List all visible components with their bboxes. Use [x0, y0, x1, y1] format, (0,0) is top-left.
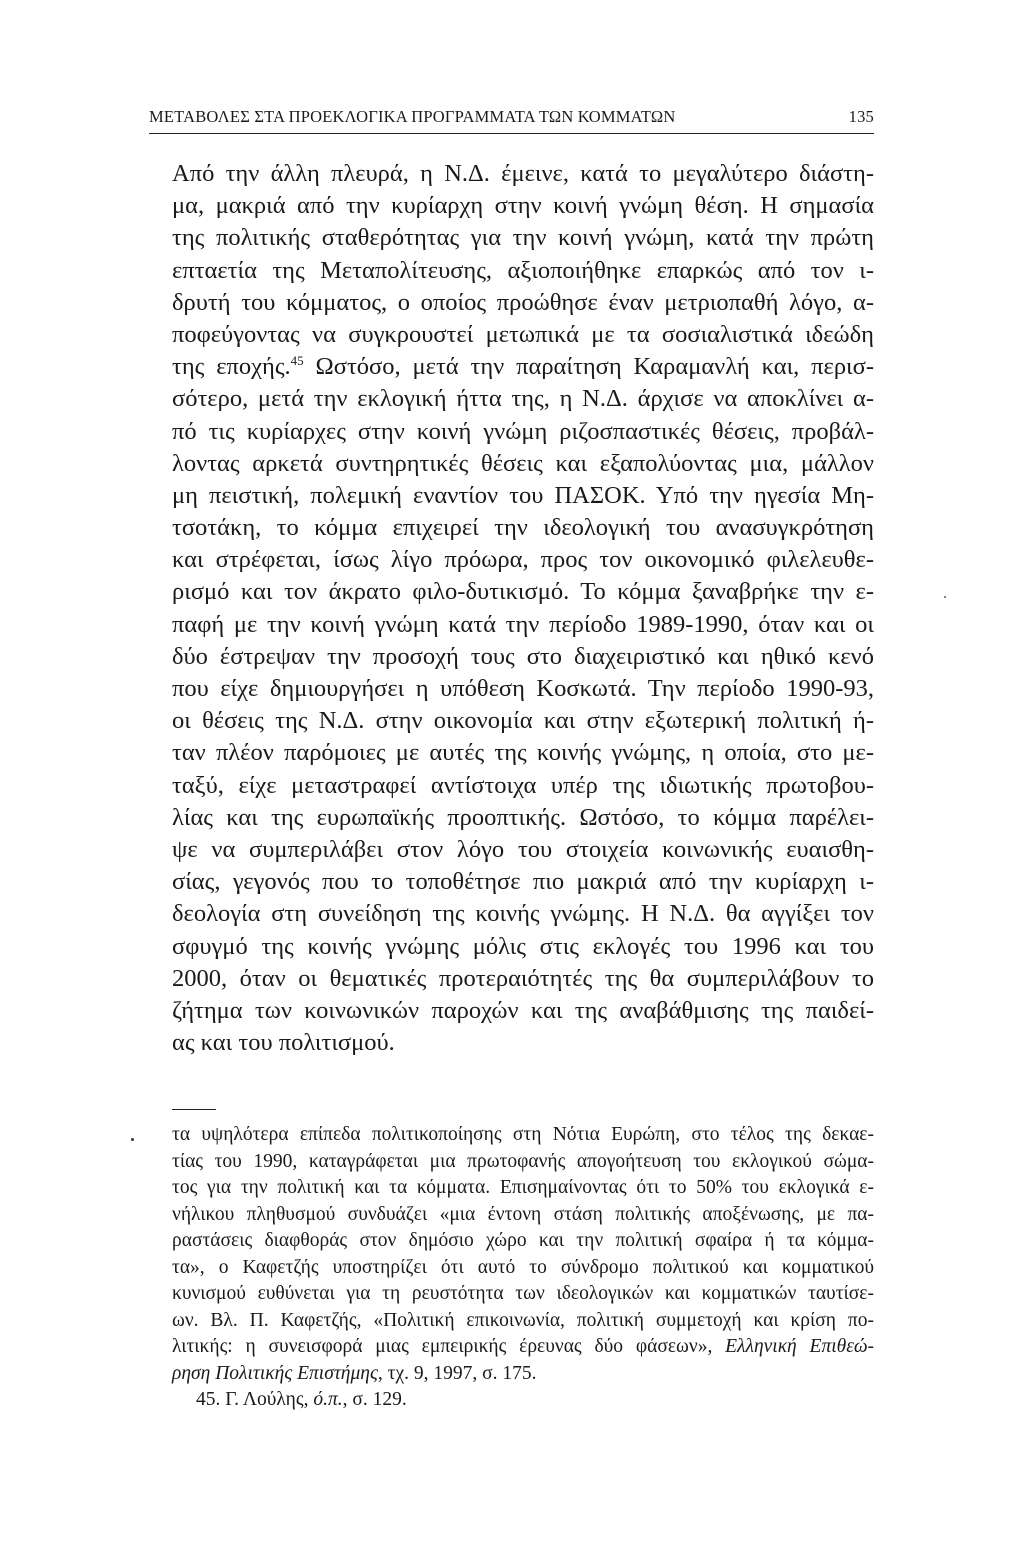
footnote-line: ραστάσεις διαφθοράς στον δημόσιο χώρο και την πολιτική σφαίρα ή τα κόμμα- — [172, 1230, 874, 1251]
body-line: λίας και της ευρωπαϊκής προοπτικής. Ωστόσο, το κόμμα παρέλει- — [172, 803, 874, 831]
footnote-separator — [172, 1109, 216, 1110]
footnote-line: κυνισμού ευθύνεται για τη ρευστότητα των ιδεολογικών και κομματικών ταυτίσε- — [172, 1283, 874, 1304]
footnote-line — [172, 1334, 874, 1361]
footnote-text: , τχ. 9, 1997, σ. 175. — [377, 1362, 537, 1384]
footnote-text: λιτικής: η συνεισφορά μιας εμπειρικής έρευνας δύο φάσεων», — [172, 1336, 726, 1357]
footnote-line: τα», ο Καφετζής υποστηρίζει ότι αυτό το σύνδρομο πολιτικού και κομματικού — [172, 1256, 874, 1278]
body-line: σίας, γεγονός που το τοποθέτησε πιο μακριά από την κυρίαρχη ι- — [172, 868, 874, 896]
body-text-segment: Ωστόσο, μετά την παραίτηση Καραμανλή και, περισ- — [303, 353, 875, 381]
body-line: ρισμό και τον άκρατο φιλο-δυτικισμό. Το κόμμα ξαναβρήκε την ε- — [172, 578, 874, 606]
page-number: 135 — [848, 107, 874, 126]
body-line: της πολιτικής σταθερότητας για την κοινή γνώμη, κατά την πρώτη — [172, 224, 874, 252]
body-line: ζήτημα των κοινωνικών παροχών και της αναβάθμισης της παιδεί- — [172, 996, 874, 1024]
body-line: σφυγμό της κοινής γνώμης μόλις στις εκλογές του 1996 και του — [172, 932, 874, 960]
running-head — [149, 103, 874, 134]
body-line: μα, μακριά από την κυρίαρχη στην κοινή γνώμη θέση. Η σημασία — [172, 192, 874, 220]
running-head-title: ΜΕΤΑΒΟΛΕΣ ΣΤΑ ΠΡΟΕΚΛΟΓΙΚΑ ΠΡΟΓΡΑΜΜΑΤΑ ΤΩΝ ΚΟΜΜΑΤΩΝ — [149, 107, 676, 126]
footnote-text: 45. Γ. Λούλης, — [196, 1389, 314, 1410]
body-line: δεολογία στη συνείδηση της κοινής γνώμης. Η Ν.Δ. θα αγγίξει τον — [172, 900, 874, 928]
body-line: ταξύ, είχε μεταστραφεί αντίστοιχα υπέρ της ιδιωτικής πρωτοβου- — [172, 771, 874, 799]
body-line: οι θέσεις της Ν.Δ. στην οικονομία και στην εξωτερική πολιτική ή- — [172, 707, 874, 735]
footnote-line: τίας του 1990, καταγράφεται μια πρωτοφανής απογοήτευση του εκλογικού σώμα- — [172, 1150, 874, 1172]
footnote-reference[interactable]: 45 — [290, 353, 304, 369]
footnote-45 — [172, 1387, 874, 1414]
footnote-abbreviation: ό.π. — [313, 1389, 343, 1410]
body-line: Από την άλλη πλευρά, η Ν.Δ. έμεινε, κατά το μεγαλύτερο διάστη- — [172, 160, 874, 187]
body-line: πό τις κυρίαρχες στην κοινή γνώμη ριζοσπαστικές θέσεις, προβάλ- — [172, 417, 874, 445]
margin-mark — [131, 1138, 134, 1141]
body-line: λοντας αρκετά συντηρητικές θέσεις και εξαπολύοντας μια, μάλλον — [172, 449, 874, 477]
footnote-line: τος για την πολιτική και τα κόμματα. Επισημαίνοντας ότι το 50% του εκλογικά ε- — [172, 1177, 874, 1198]
body-line: ψε να συμπεριλάβει στον λόγο του στοιχεία κοινωνικής ευαισθη- — [172, 835, 874, 863]
body-line: δρυτή του κόμματος, ο οποίος προώθησε έναν μετριοπαθή λόγο, α- — [172, 288, 874, 316]
body-line: μη πειστική, πολεμική εναντίον του ΠΑΣΟΚ. Υπό την ηγεσία Μη- — [172, 481, 874, 509]
body-line: σότερο, μετά την εκλογική ήττα της, η Ν.Δ. άρχισε να αποκλίνει α- — [172, 385, 874, 413]
body-line: τσοτάκη, το κόμμα επιχειρεί την ιδεολογική του ανασυγκρότηση — [172, 514, 874, 542]
body-paragraph — [172, 158, 874, 1059]
body-line: επταετία της Μεταπολίτευσης, αξιοποιήθηκε επαρκώς από τον ι- — [172, 256, 874, 284]
body-line: ας και του πολιτισμού. — [172, 1029, 395, 1057]
footnote-text: , σ. 129. — [342, 1389, 407, 1410]
body-line-with-footnote-ref — [172, 351, 874, 383]
footnote-line: τα υψηλότερα επίπεδα πολιτικοποίησης στη Νότια Ευρώπη, στο τέλος της δεκαε- — [172, 1124, 874, 1145]
scan-speck — [944, 596, 946, 598]
journal-title: Ελληνική Επιθεώ- — [725, 1336, 874, 1357]
body-text-segment: της εποχής. — [172, 353, 291, 381]
footnotes — [172, 1122, 874, 1414]
footnote-line: νήλικου πληθυσμού συνδυάζει «μια έντονη στάση πολιτικής αποξένωσης, με πα- — [172, 1203, 874, 1225]
body-line: 2000, όταν οι θεματικές προτεραιότητές της θα συμπεριλάβουν το — [172, 964, 874, 992]
footnote-line — [172, 1361, 874, 1388]
body-line: δύο έστρεψαν την προσοχή τους στο διαχειριστικό και ηθικό κενό — [172, 642, 874, 670]
footnote-line: ων. Βλ. Π. Καφετζής, «Πολιτική επικοινωνία, πολιτική συμμετοχή και κρίση πο- — [172, 1309, 874, 1331]
body-line: και στρέφεται, ίσως λίγο πρόωρα, προς τον οικονομικό φιλελευθε- — [172, 546, 874, 574]
journal-title: ρηση Πολιτικής Επιστήμης — [172, 1362, 378, 1384]
body-line: ταν πλέον παρόμοιες με αυτές της κοινής γνώμης, η οποία, στο με- — [172, 739, 874, 767]
body-line: ποφεύγοντας να συγκρουστεί μετωπικά με τα σοσιαλιστικά ιδεώδη — [172, 320, 874, 348]
body-line: παφή με την κοινή γνώμη κατά την περίοδο 1989-1990, όταν και οι — [172, 610, 874, 638]
body-line: που είχε δημιουργήσει η υπόθεση Κοσκωτά. Την περίοδο 1990-93, — [172, 675, 874, 702]
